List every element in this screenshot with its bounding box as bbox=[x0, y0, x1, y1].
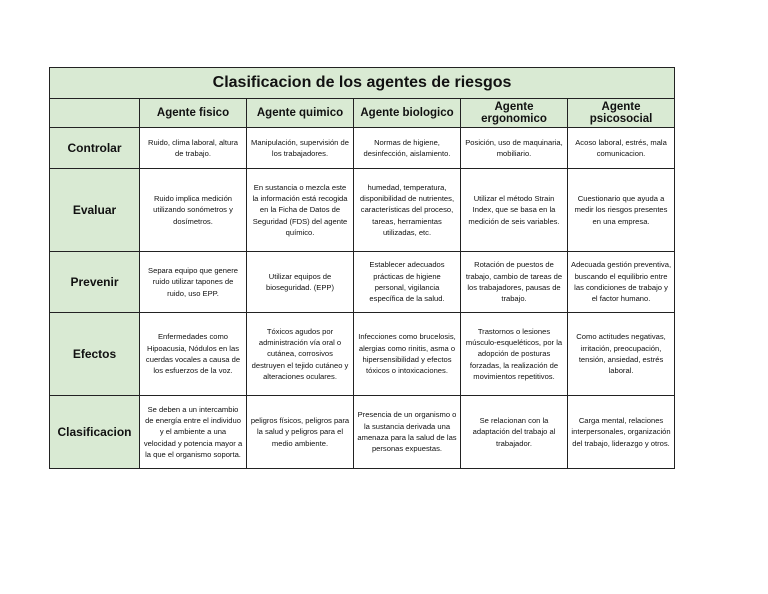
table-cell: Presencia de un organismo o la sustancia derivada una amenaza para la salud de las personas expuestas. bbox=[354, 396, 461, 469]
risk-classification-table bbox=[49, 67, 675, 469]
table-cell: Rotación de puestos de trabajo, cambio de tareas de los trabajadores, pausas de trabajo. bbox=[461, 252, 568, 313]
column-header-psicosocial: Agente psicosocial bbox=[568, 99, 675, 128]
row-header-controlar: Controlar bbox=[50, 128, 140, 169]
table-cell: Posición, uso de maquinaria, mobiliario. bbox=[461, 128, 568, 169]
table-cell: Normas de higiene, desinfección, aislamiento. bbox=[354, 128, 461, 169]
table-cell: Ruido implica medición utilizando sonómetros y dosímetros. bbox=[140, 169, 247, 252]
row-header-prevenir: Prevenir bbox=[50, 252, 140, 313]
table-cell: Trastornos o lesiones músculo-esqueléticos, por la adopción de posturas forzadas, la realización de movimientos repetitivos. bbox=[461, 313, 568, 396]
column-header-quimico: Agente quimico bbox=[247, 99, 354, 128]
table-row-clasificacion bbox=[50, 396, 675, 469]
table-cell: Tóxicos agudos por administración vía oral o cutánea, corrosivos destruyen el tejido cutáneo y alteraciones oculares. bbox=[247, 313, 354, 396]
table-cell: Como actitudes negativas, irritación, preocupación, tensión, ansiedad, estrés laboral. bbox=[568, 313, 675, 396]
table-cell: Enfermedades como Hipoacusia, Nódulos en las cuerdas vocales a causa de los esfuerzos de la voz. bbox=[140, 313, 247, 396]
row-header-clasificacion: Clasificacion bbox=[50, 396, 140, 469]
table-row-prevenir bbox=[50, 252, 675, 313]
table-row-controlar bbox=[50, 128, 675, 169]
column-header-fisico: Agente fisico bbox=[140, 99, 247, 128]
table-cell: Se relacionan con la adaptación del trabajo al trabajador. bbox=[461, 396, 568, 469]
table-cell: Adecuada gestión preventiva, buscando el equilibrio entre las condiciones de trabajo y el factor humano. bbox=[568, 252, 675, 313]
table-title: Clasificacion de los agentes de riesgos bbox=[50, 68, 675, 99]
table-cell: Ruido, clima laboral, altura de trabajo. bbox=[140, 128, 247, 169]
table-cell: Utilizar equipos de bioseguridad. (EPP) bbox=[247, 252, 354, 313]
table-cell: Manipulación, supervisión de los trabajadores. bbox=[247, 128, 354, 169]
table-cell: Cuestionario que ayuda a medir los riesgos presentes en una empresa. bbox=[568, 169, 675, 252]
corner-cell bbox=[50, 99, 140, 128]
row-header-efectos: Efectos bbox=[50, 313, 140, 396]
table-cell: Utilizar el método Strain Index, que se basa en la medición de seis variables. bbox=[461, 169, 568, 252]
table-cell: Acoso laboral, estrés, mala comunicacion. bbox=[568, 128, 675, 169]
table-cell: Separa equipo que genere ruido utilizar tapones de ruido, uso EPP. bbox=[140, 252, 247, 313]
table-cell: Carga mental, relaciones interpersonales, organización del trabajo, liderazgo y otros. bbox=[568, 396, 675, 469]
column-header-biologico: Agente biologico bbox=[354, 99, 461, 128]
table-cell: Se deben a un intercambio de energía entre el individuo y el ambiente a una velocidad y potencia mayor a la que el organismo soporta. bbox=[140, 396, 247, 469]
row-header-evaluar: Evaluar bbox=[50, 169, 140, 252]
table-cell: peligros físicos, peligros para la salud y peligros para el medio ambiente. bbox=[247, 396, 354, 469]
table-cell: En sustancia o mezcla este la información está recogida en la Ficha de Datos de Seguridad (FDS) del agente químico. bbox=[247, 169, 354, 252]
table-row-efectos bbox=[50, 313, 675, 396]
table-cell: Establecer adecuados prácticas de higiene personal, vigilancia específica de la salud. bbox=[354, 252, 461, 313]
column-header-ergonomico: Agente ergonomico bbox=[461, 99, 568, 128]
table-cell: Infecciones como brucelosis, alergias como rinitis, asma o hipersensibilidad y efectos tóxicos o intoxicaciones. bbox=[354, 313, 461, 396]
table-row-evaluar bbox=[50, 169, 675, 252]
table-cell: humedad, temperatura, disponibilidad de nutrientes, características del proceso, tareas, herramientas utilizadas, etc. bbox=[354, 169, 461, 252]
